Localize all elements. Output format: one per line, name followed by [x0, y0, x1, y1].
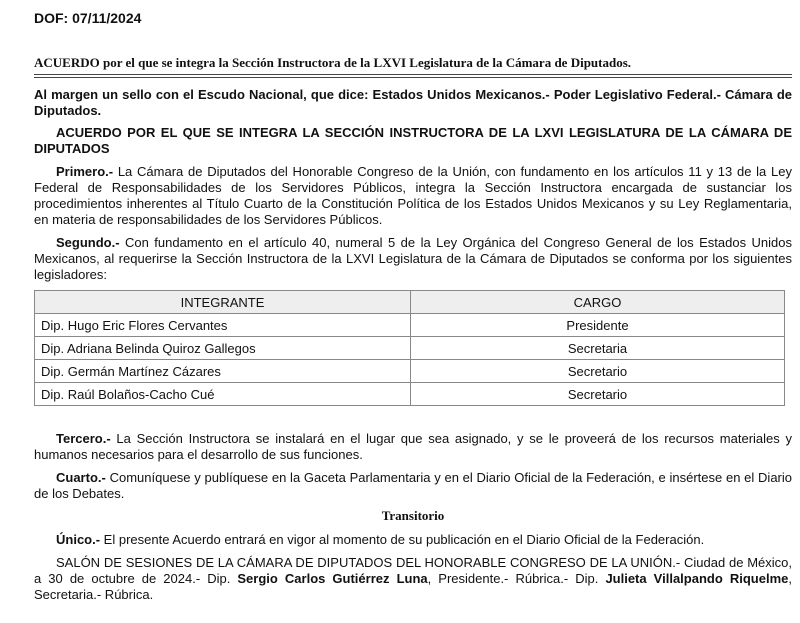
article-primero: [34, 164, 792, 228]
dof-date: DOF: 07/11/2024: [34, 10, 142, 26]
integrante-cell: Dip. Germán Martínez Cázares: [35, 360, 411, 383]
title-divider-bottom: [34, 77, 792, 78]
article-primero-text: La Cámara de Diputados del Honorable Congreso de la Unión, con fundamento en los artículos 11 y 13 de la Ley Federal de Responsabilidades de los Servidores Públicos, integra la Sección Instructora encargada de sustanciar los procedimientos inherentes al Título Cuarto de la Constitución Política de los Estados Unidos Mexicanos y su Ley Reglamentaria, en materia de responsabilidades de los Servidores Públicos.: [34, 164, 792, 227]
header-cargo: CARGO: [411, 291, 785, 314]
article-segundo-label: Segundo.-: [56, 235, 120, 250]
integrante-cell: Dip. Hugo Eric Flores Cervantes: [35, 314, 411, 337]
table-row: [35, 360, 785, 383]
cargo-cell: Secretario: [411, 383, 785, 406]
article-segundo: [34, 235, 792, 283]
members-table: [34, 290, 785, 406]
article-tercero-label: Tercero.-: [56, 431, 111, 446]
article-unico: [34, 532, 792, 548]
closing-text-2: , Presidente.- Rúbrica.- Dip.: [427, 571, 606, 586]
article-cuarto-text: Comuníquese y publíquese en la Gaceta Parlamentaria y en el Diario Oficial de la Federación, e insértese en el Diario de los Debates.: [34, 470, 792, 501]
cargo-cell: Secretaria: [411, 337, 785, 360]
cargo-cell: Presidente: [411, 314, 785, 337]
article-cuarto: [34, 470, 792, 502]
closing-text-3: , Secretaria.- Rúbrica.: [34, 571, 792, 602]
document-title: ACUERDO por el que se integra la Sección Instructora de la LXVI Legislatura de la Cámara de Diputados.: [34, 55, 632, 70]
acuerdo-title: ACUERDO POR EL QUE SE INTEGRA LA SECCIÓN INSTRUCTORA DE LA LXVI LEGISLATURA DE LA CÁMARA DE DIPUTADOS: [34, 125, 792, 156]
integrante-cell: Dip. Raúl Bolaños-Cacho Cué: [35, 383, 411, 406]
table-header-row: [35, 291, 785, 314]
signer-1: Sergio Carlos Gutiérrez Luna: [237, 571, 428, 586]
article-unico-label: Único.-: [56, 532, 101, 547]
transitorio-heading: Transitorio: [381, 508, 445, 523]
article-cuarto-label: Cuarto.-: [56, 470, 106, 485]
signer-2: Julieta Villalpando Riquelme: [605, 571, 789, 586]
cargo-cell: Secretario: [411, 360, 785, 383]
header-integrante: INTEGRANTE: [35, 291, 411, 314]
table-row: [35, 314, 785, 337]
article-tercero-text: La Sección Instructora se instalará en el lugar que sea asignado, y se le proveerá de los recursos materiales y humanos necesarios para el desarrollo de sus funciones.: [34, 431, 792, 462]
table-row: [35, 337, 785, 360]
article-unico-text: El presente Acuerdo entrará en vigor al momento de su publicación en el Diario Oficial de la Federación.: [100, 532, 705, 547]
table-row: [35, 383, 785, 406]
article-tercero: [34, 431, 792, 463]
closing-text-1: SALÓN DE SESIONES DE LA CÁMARA DE DIPUTADOS DEL HONORABLE CONGRESO DE LA UNIÓN.- Ciudad de México, a 30 de octubre de 2024.- Dip.: [34, 555, 792, 586]
article-primero-label: Primero.-: [56, 164, 114, 179]
article-segundo-text: Con fundamento en el artículo 40, numeral 5 de la Ley Orgánica del Congreso General de los Estados Unidos Mexicanos, al requerirse la Sección Instructora de la LXVI Legislatura de la Cámara de Diputados se conforma por los siguientes legisladores:: [34, 235, 792, 282]
closing-paragraph: [34, 555, 792, 603]
integrante-cell: Dip. Adriana Belinda Quiroz Gallegos: [35, 337, 411, 360]
seal-paragraph: Al margen un sello con el Escudo Nacional, que dice: Estados Unidos Mexicanos.- Poder Legislativo Federal.- Cámara de Diputados.: [34, 87, 792, 118]
